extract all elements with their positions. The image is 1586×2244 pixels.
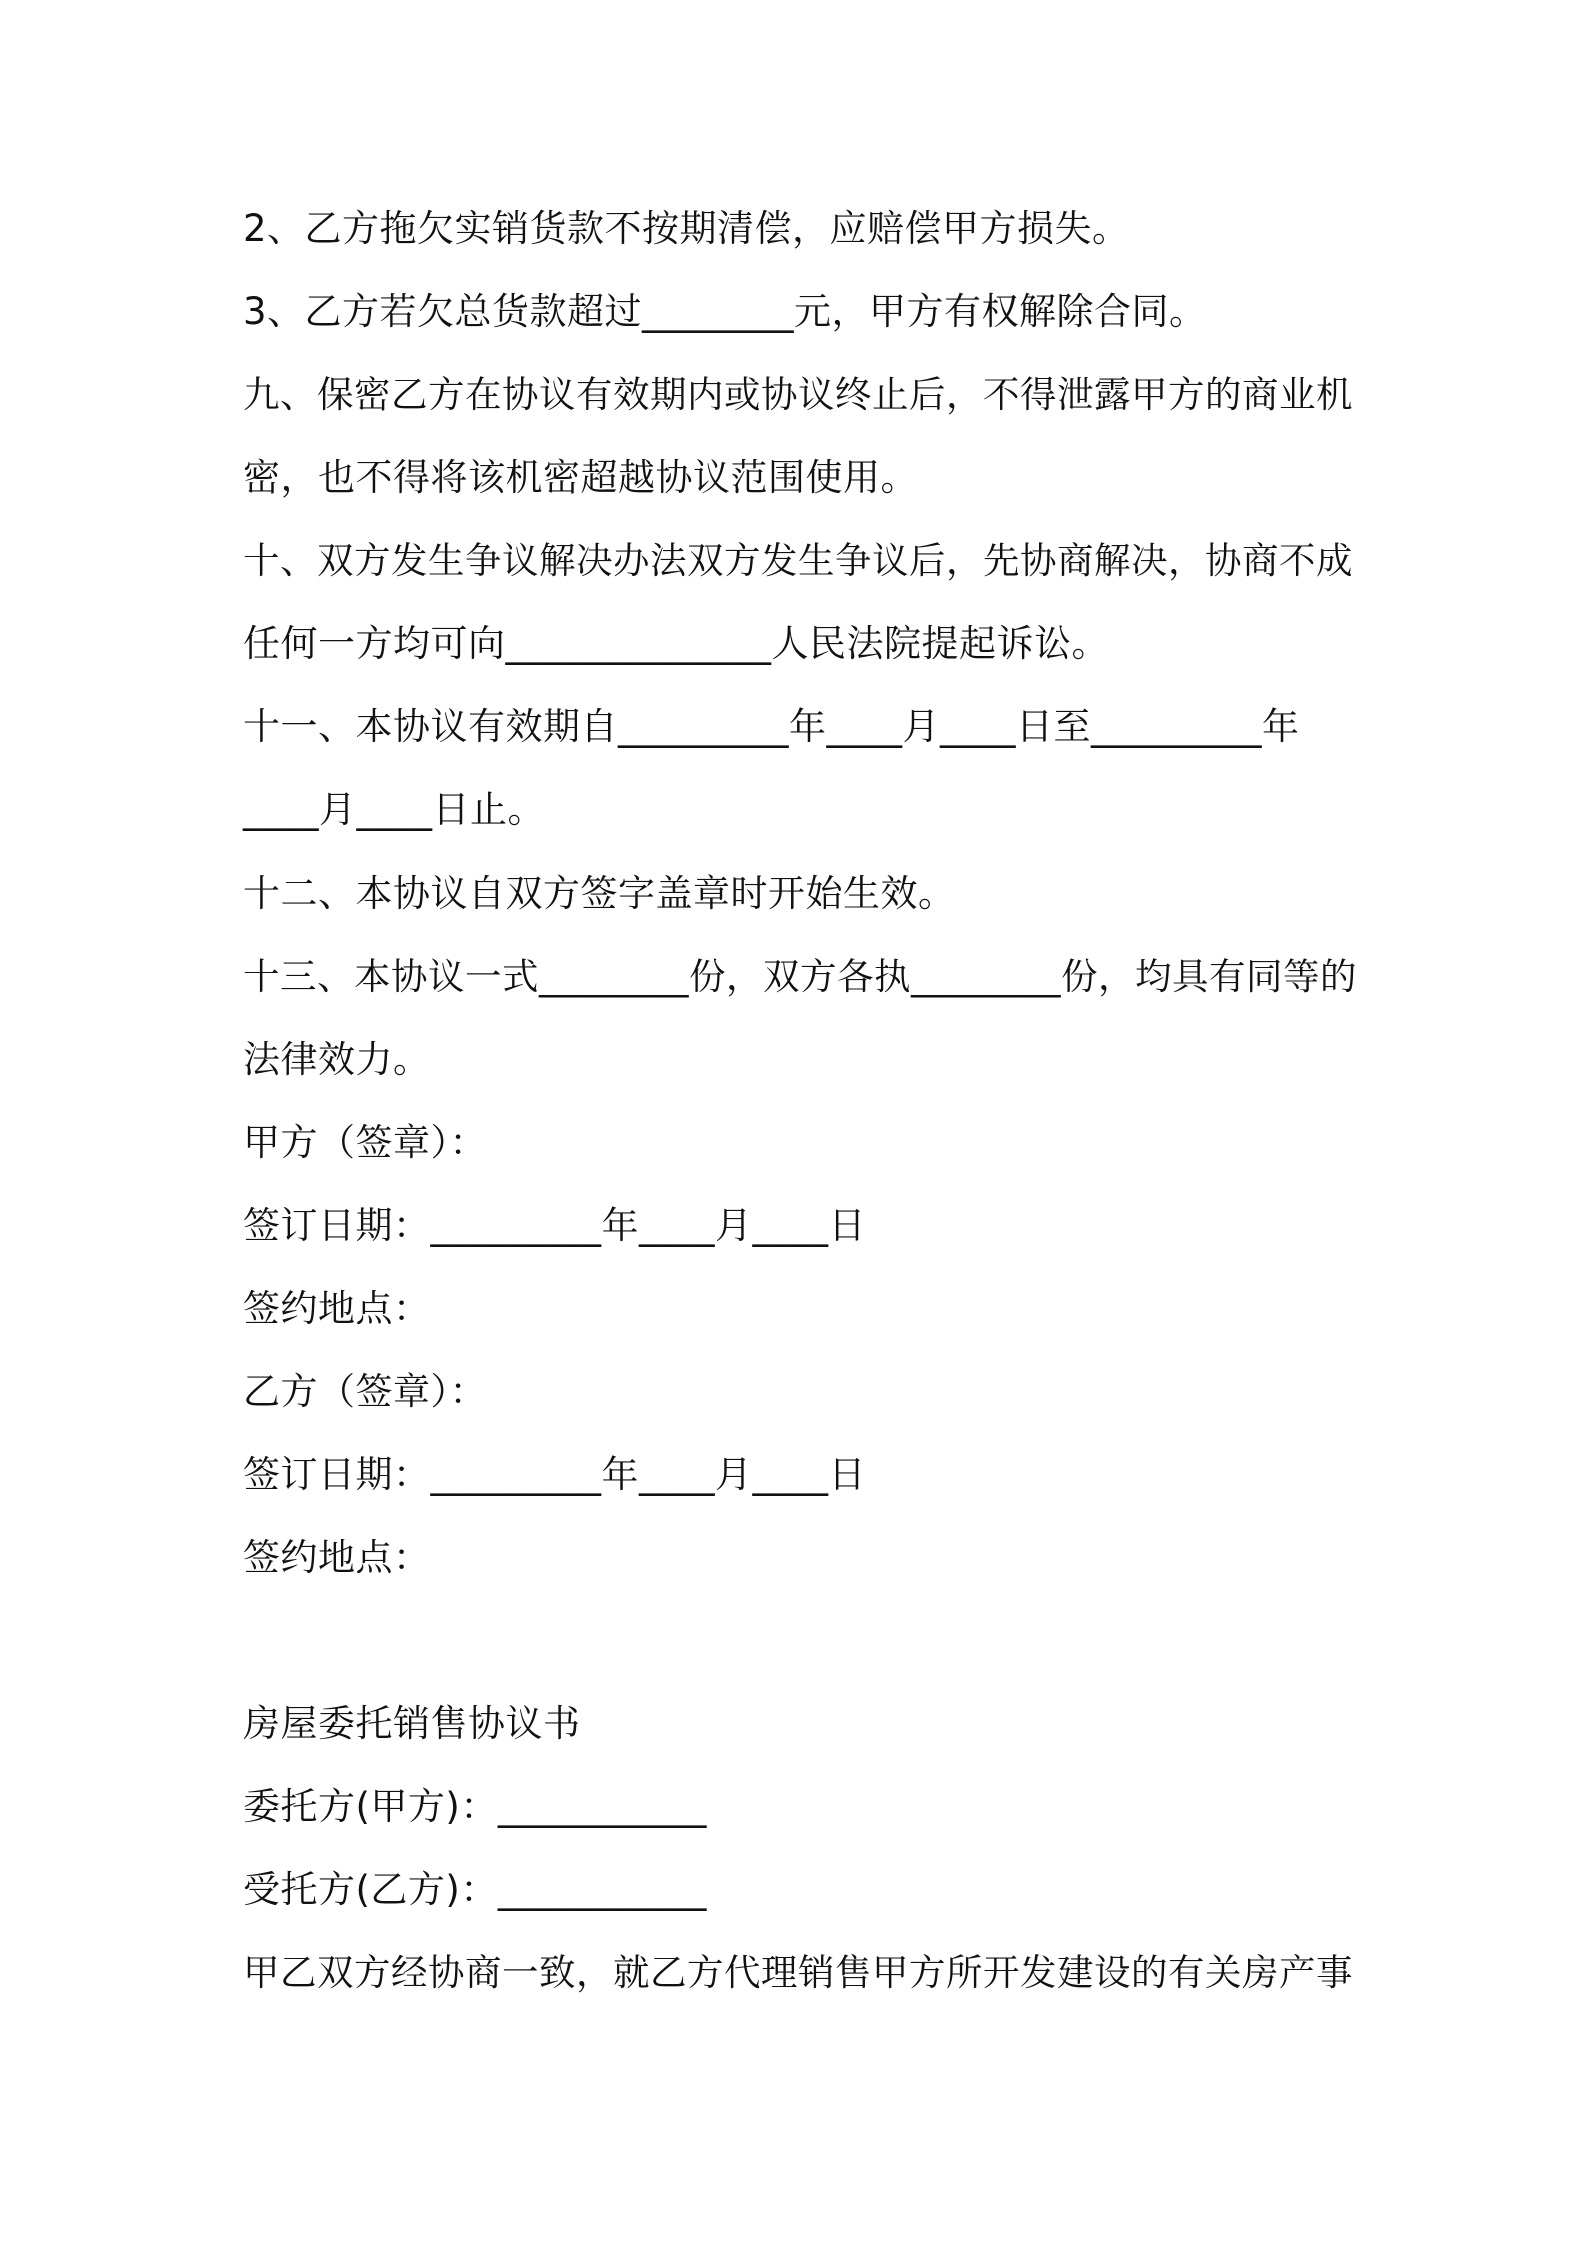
clause-line-validity-1: 十一、本协议有效期自_________年____月____日至_________年 <box>243 705 1300 748</box>
clause-line-confidentiality-2: 密，也不得将该机密超越协议范围使用。 <box>243 456 918 499</box>
agreement-title: 房屋委托销售协议书 <box>243 1702 581 1745</box>
clause-line-validity-2: ____月____日止。 <box>243 788 545 831</box>
party-a-sign-date: 签订日期：_________年____月____日 <box>243 1204 866 1247</box>
principal-party-line: 委托方(甲方)：___________ <box>243 1785 707 1828</box>
party-a-sign-place: 签约地点： <box>243 1287 431 1330</box>
agent-party-line: 受托方(乙方)：___________ <box>243 1868 707 1911</box>
clause-line-dispute-1: 十、双方发生争议解决办法双方发生争议后，先协商解决，协商不成 <box>243 539 1353 582</box>
party-b-sign-date: 签订日期：_________年____月____日 <box>243 1453 866 1496</box>
clause-line-dispute-2: 任何一方均可向______________人民法院提起诉讼。 <box>243 622 1109 665</box>
agreement-preamble: 甲乙双方经协商一致，就乙方代理销售甲方所开发建设的有关房产事 <box>243 1951 1353 1994</box>
clause-line-effective: 十二、本协议自双方签字盖章时开始生效。 <box>243 872 956 915</box>
clause-line-copies-2: 法律效力。 <box>243 1038 431 1081</box>
party-b-sign-place: 签约地点： <box>243 1536 431 1579</box>
party-a-signature-label: 甲方（签章）： <box>243 1121 487 1164</box>
clause-line-copies-1: 十三、本协议一式________份，双方各执________份，均具有同等的 <box>243 955 1357 998</box>
clause-line-termination: 3、乙方若欠总货款超过________元，甲方有权解除合同。 <box>243 290 1207 333</box>
party-b-signature-label: 乙方（签章）： <box>243 1370 487 1413</box>
clause-line-arrears: 2、乙方拖欠实销货款不按期清偿，应赔偿甲方损失。 <box>243 207 1130 250</box>
clause-line-confidentiality-1: 九、保密乙方在协议有效期内或协议终止后，不得泄露甲方的商业机 <box>243 373 1353 416</box>
